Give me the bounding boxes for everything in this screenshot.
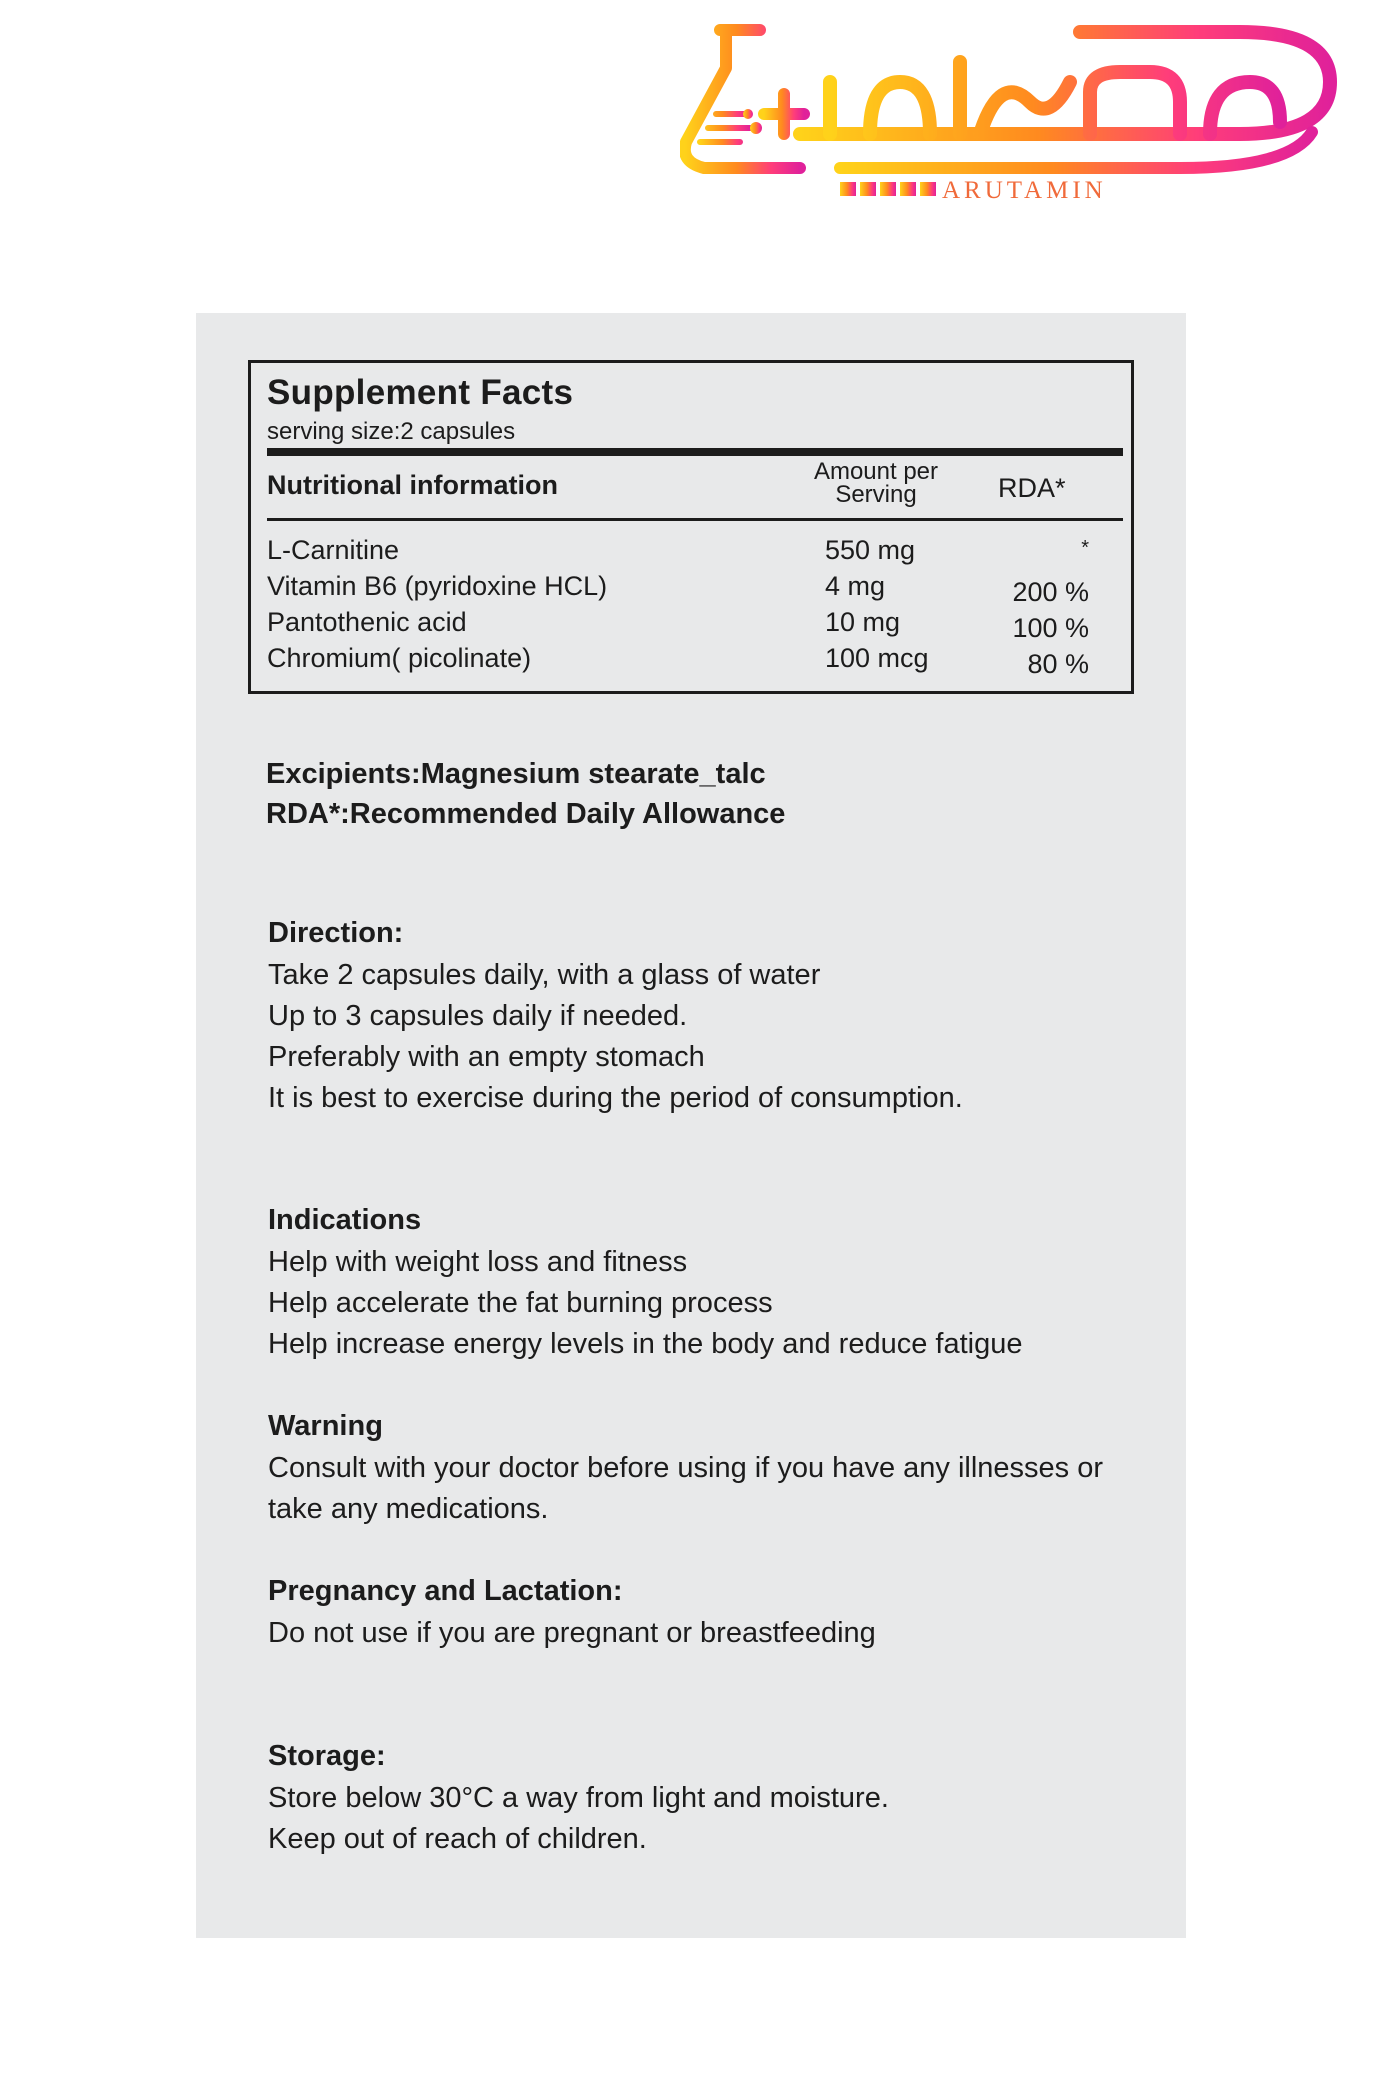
serving-size: serving size:2 capsules <box>267 418 516 445</box>
nutrient-rda: 200 % <box>1012 577 1089 607</box>
nutrient-amount: 4 mg <box>825 571 886 601</box>
direction-line: Preferably with an empty stomach <box>268 1041 705 1073</box>
warning-line: take any medications. <box>268 1493 549 1525</box>
pregnancy-title: Pregnancy and Lactation: <box>268 1575 623 1607</box>
rda-note: RDA*:Recommended Daily Allowance <box>266 798 786 830</box>
thick-divider <box>267 448 1123 456</box>
indications-title: Indications <box>268 1204 422 1236</box>
table-row <box>251 571 1131 607</box>
nutrient-name: Vitamin B6 (pyridoxine HCL) <box>267 571 608 601</box>
facts-title: Supplement Facts <box>267 373 574 412</box>
warning-line: Consult with your doctor before using if you have any illnesses or <box>268 1452 1103 1484</box>
darutamin-logo-icon <box>680 22 1350 212</box>
header-amount-line2: Serving <box>835 481 917 508</box>
pregnancy-line: Do not use if you are pregnant or breastfeeding <box>268 1617 876 1649</box>
table-row <box>251 643 1131 679</box>
direction-line: Up to 3 capsules daily if needed. <box>268 1000 688 1032</box>
header-amount-line1: Amount per <box>813 458 939 485</box>
thin-divider <box>267 518 1123 521</box>
nutrient-amount: 100 mcg <box>825 643 929 673</box>
header-nutritional-information: Nutritional information <box>267 470 558 500</box>
direction-line: Take 2 capsules daily, with a glass of water <box>268 959 821 991</box>
indications-line: Help increase energy levels in the body and reduce fatigue <box>268 1328 1023 1360</box>
direction-title: Direction: <box>268 917 404 949</box>
nutrient-name: Chromium( picolinate) <box>267 643 532 673</box>
nutrient-amount: 10 mg <box>825 607 901 637</box>
nutrient-name: Pantothenic acid <box>267 607 467 637</box>
table-row <box>251 535 1131 571</box>
nutrient-name: L-Carnitine <box>267 535 400 565</box>
storage-title: Storage: <box>268 1740 386 1772</box>
storage-line: Store below 30°C a way from light and moisture. <box>268 1782 889 1814</box>
brand-logo <box>680 22 1350 212</box>
logo-latin-text: ARUTAMIN <box>942 177 1107 204</box>
product-label-card <box>196 313 1186 1938</box>
nutrient-rda: 80 % <box>1027 649 1089 679</box>
direction-line: It is best to exercise during the period of consumption. <box>268 1082 963 1114</box>
header-rda: RDA* <box>998 473 1066 503</box>
nutrient-amount: 550 mg <box>825 535 916 565</box>
warning-title: Warning <box>268 1410 383 1442</box>
indications-line: Help with weight loss and fitness <box>268 1246 688 1278</box>
nutrient-rda: * <box>1081 537 1089 559</box>
header-amount-per-serving <box>796 460 956 506</box>
storage-line: Keep out of reach of children. <box>268 1823 647 1855</box>
excipients-text: Excipients:Magnesium stearate_talc <box>266 758 766 790</box>
table-row <box>251 607 1131 643</box>
supplement-facts-table <box>248 360 1134 694</box>
nutrient-rda: 100 % <box>1012 613 1089 643</box>
indications-line: Help accelerate the fat burning process <box>268 1287 773 1319</box>
